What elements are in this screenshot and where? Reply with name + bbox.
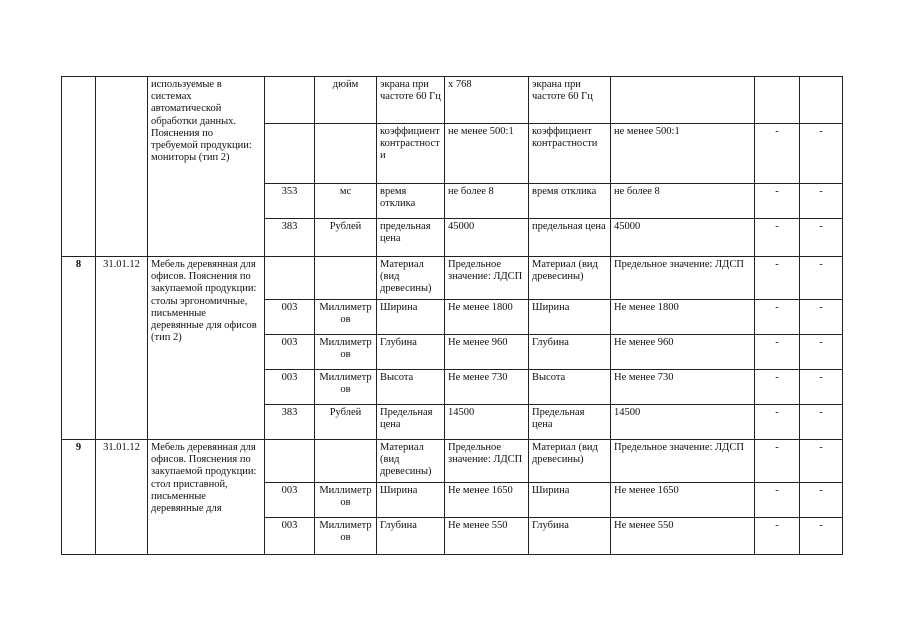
- value-cell: Не менее 1800: [611, 300, 755, 335]
- okei-code-cell: [265, 440, 315, 483]
- row-number-cell: 9: [62, 440, 96, 555]
- value-cell: Не менее 730: [611, 370, 755, 405]
- mark-cell: -: [755, 184, 800, 219]
- characteristic-cell: предельная цена: [529, 219, 611, 257]
- value-cell: Не менее 550: [611, 518, 755, 555]
- value-cell: 45000: [445, 219, 529, 257]
- value-cell: не более 8: [611, 184, 755, 219]
- unit-cell: Миллиметров: [315, 518, 377, 555]
- characteristic-cell: Материал (вид древесины): [377, 257, 445, 300]
- characteristic-cell: Материал (вид древесины): [377, 440, 445, 483]
- table-row: [62, 77, 843, 124]
- characteristic-cell: Материал (вид древесины): [529, 257, 611, 300]
- characteristic-cell: Высота: [529, 370, 611, 405]
- value-cell: 14500: [445, 405, 529, 440]
- product-name-cell: Мебель деревянная для офисов. Пояснения по закупаемой продукции: стол приставной, письменные деревянные для: [148, 440, 265, 555]
- value-cell: Предельное значение: ЛДСП: [611, 257, 755, 300]
- okei-code-cell: [265, 77, 315, 124]
- okei-code-cell: [265, 124, 315, 184]
- characteristic-cell: Предельная цена: [529, 405, 611, 440]
- mark-cell: -: [800, 483, 843, 518]
- value-cell: [611, 77, 755, 124]
- characteristic-cell: Высота: [377, 370, 445, 405]
- mark-cell: -: [755, 300, 800, 335]
- okei-code-cell: 003: [265, 483, 315, 518]
- mark-cell: -: [800, 124, 843, 184]
- unit-cell: Рублей: [315, 405, 377, 440]
- value-cell: Не менее 960: [611, 335, 755, 370]
- row-number-cell: 8: [62, 257, 96, 440]
- characteristic-cell: Глубина: [377, 335, 445, 370]
- characteristic-cell: Глубина: [377, 518, 445, 555]
- product-name-cell: используемые в системах автоматической обработки данных. Пояснения по требуемой продукции: мониторы (тип 2): [148, 77, 265, 257]
- characteristic-cell: время отклика: [529, 184, 611, 219]
- value-cell: не менее 500:1: [611, 124, 755, 184]
- value-cell: 14500: [611, 405, 755, 440]
- unit-cell: Миллиметров: [315, 483, 377, 518]
- mark-cell: -: [755, 518, 800, 555]
- mark-cell: -: [755, 219, 800, 257]
- unit-cell: [315, 440, 377, 483]
- value-cell: не более 8: [445, 184, 529, 219]
- mark-cell: -: [800, 184, 843, 219]
- unit-cell: Миллиметров: [315, 335, 377, 370]
- mark-cell: -: [800, 257, 843, 300]
- product-name-cell: Мебель деревянная для офисов. Пояснения по закупаемой продукции: столы эргономичные, письменные деревянные для офисов (тип 2): [148, 257, 265, 440]
- unit-cell: [315, 257, 377, 300]
- value-cell: Предельное значение: ЛДСП: [445, 257, 529, 300]
- unit-cell: Рублей: [315, 219, 377, 257]
- okei-code-cell: 003: [265, 300, 315, 335]
- mark-cell: -: [800, 335, 843, 370]
- mark-cell: -: [755, 335, 800, 370]
- unit-cell: Миллиметров: [315, 300, 377, 335]
- specification-table: [61, 76, 843, 555]
- value-cell: x 768: [445, 77, 529, 124]
- okei-code-cell: 003: [265, 370, 315, 405]
- characteristic-cell: Предельная цена: [377, 405, 445, 440]
- value-cell: 45000: [611, 219, 755, 257]
- unit-cell: [315, 124, 377, 184]
- mark-cell: -: [800, 440, 843, 483]
- value-cell: не менее 500:1: [445, 124, 529, 184]
- characteristic-cell: предельная цена: [377, 219, 445, 257]
- value-cell: Не менее 1800: [445, 300, 529, 335]
- value-cell: Предельное значение: ЛДСП: [445, 440, 529, 483]
- unit-cell: мс: [315, 184, 377, 219]
- value-cell: Не менее 960: [445, 335, 529, 370]
- okei-code-cell: [265, 257, 315, 300]
- characteristic-cell: экрана при частоте 60 Гц: [377, 77, 445, 124]
- mark-cell: -: [800, 518, 843, 555]
- mark-cell: -: [755, 257, 800, 300]
- mark-cell: -: [755, 370, 800, 405]
- okei-code-cell: 003: [265, 335, 315, 370]
- mark-cell: -: [755, 440, 800, 483]
- value-cell: Не менее 730: [445, 370, 529, 405]
- mark-cell: [755, 77, 800, 124]
- code-cell: 31.01.12: [96, 257, 148, 440]
- characteristic-cell: Ширина: [529, 300, 611, 335]
- characteristic-cell: время отклика: [377, 184, 445, 219]
- mark-cell: -: [800, 219, 843, 257]
- code-cell: [96, 77, 148, 257]
- value-cell: Не менее 550: [445, 518, 529, 555]
- characteristic-cell: экрана при частоте 60 Гц: [529, 77, 611, 124]
- row-number-cell: [62, 77, 96, 257]
- okei-code-cell: 003: [265, 518, 315, 555]
- okei-code-cell: 383: [265, 219, 315, 257]
- value-cell: Не менее 1650: [445, 483, 529, 518]
- table-row: [62, 440, 843, 483]
- mark-cell: -: [755, 405, 800, 440]
- characteristic-cell: Ширина: [377, 483, 445, 518]
- okei-code-cell: 383: [265, 405, 315, 440]
- value-cell: Предельное значение: ЛДСП: [611, 440, 755, 483]
- mark-cell: -: [755, 124, 800, 184]
- mark-cell: -: [800, 405, 843, 440]
- characteristic-cell: Материал (вид древесины): [529, 440, 611, 483]
- characteristic-cell: коэффициент контрастности: [529, 124, 611, 184]
- mark-cell: -: [800, 370, 843, 405]
- unit-cell: дюйм: [315, 77, 377, 124]
- value-cell: Не менее 1650: [611, 483, 755, 518]
- code-cell: 31.01.12: [96, 440, 148, 555]
- unit-cell: Миллиметров: [315, 370, 377, 405]
- table-row: [62, 257, 843, 300]
- okei-code-cell: 353: [265, 184, 315, 219]
- characteristic-cell: Ширина: [377, 300, 445, 335]
- characteristic-cell: Глубина: [529, 518, 611, 555]
- mark-cell: -: [800, 300, 843, 335]
- characteristic-cell: Глубина: [529, 335, 611, 370]
- characteristic-cell: Ширина: [529, 483, 611, 518]
- characteristic-cell: коэффициент контрастности: [377, 124, 445, 184]
- mark-cell: -: [755, 483, 800, 518]
- mark-cell: [800, 77, 843, 124]
